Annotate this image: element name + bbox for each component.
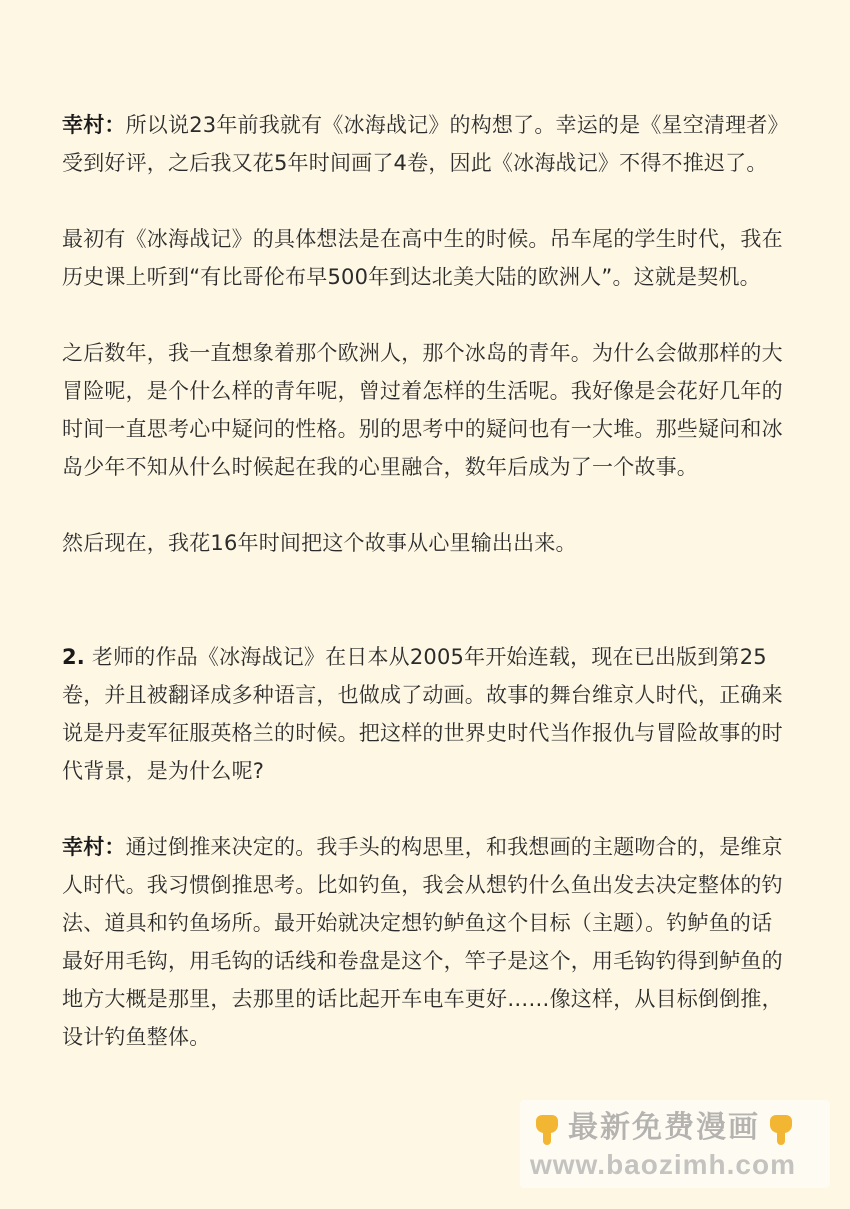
watermark-title-row xyxy=(532,1108,822,1148)
question-2 xyxy=(62,638,792,790)
question-text: 老师的作品《冰海战记》在日本从2005年开始连载，现在已出版到第25卷，并且被翻译成多种语言，也做成了动画。故事的舞台维京人时代，正确来说是丹麦军征服英格兰的时候。把这样的世界史时代当作报仇与冒险故事的时代背景，是为什么呢? xyxy=(62,645,783,783)
answer-2 xyxy=(62,828,792,1056)
speaker-label: 幸村： xyxy=(62,835,126,859)
paragraph-text: 所以说23年前我就有《冰海战记》的构想了。幸运的是《星空清理者》受到好评，之后我又花5年时间画了4卷，因此《冰海战记》不得不推迟了。 xyxy=(62,113,789,175)
paragraph-3: 之后数年，我一直想象着那个欧洲人，那个冰岛的青年。为什么会做那样的大冒险呢，是个什么样的青年呢，曾过着怎样的生活呢。我好像是会花好几年的时间一直思考心中疑问的性格。别的思考中的疑问也有一大堆。那些疑问和冰岛少年不知从什么时候起在我的心里融合，数年后成为了一个故事。 xyxy=(62,341,783,479)
paragraph-2: 最初有《冰海战记》的具体想法是在高中生的时候。吊车尾的学生时代，我在历史课上听到“有比哥伦布早500年到达北美大陆的欧洲人”。这就是契机。 xyxy=(62,227,783,289)
paragraph-1 xyxy=(62,106,792,182)
question-number: 2. xyxy=(62,645,85,669)
watermark xyxy=(520,1100,830,1188)
pointing-down-hand-icon xyxy=(766,1111,796,1145)
watermark-title: 最新免费漫画 xyxy=(568,1110,760,1145)
pointing-down-hand-icon xyxy=(532,1111,562,1145)
speaker-label: 幸村： xyxy=(62,113,126,137)
paragraph-4: 然后现在，我花16年时间把这个故事从心里输出出来。 xyxy=(62,531,577,555)
watermark-url: www.baozimh.com xyxy=(530,1149,796,1180)
article-body xyxy=(62,106,792,1056)
answer-text: 通过倒推来决定的。我手头的构思里，和我想画的主题吻合的，是维京人时代。我习惯倒推思考。比如钓鱼，我会从想钓什么鱼出发去决定整体的钓法、道具和钓鱼场所。最开始就决定想钓鲈鱼这个目标（主题）。钓鲈鱼的话最好用毛钩，用毛钩的话线和卷盘是这个，竿子是这个，用毛钩钓得到鲈鱼的地方大概是那里，去那里的话比起开车电车更好……像这样，从目标倒倒推，设计钓鱼整体。 xyxy=(62,835,783,1049)
